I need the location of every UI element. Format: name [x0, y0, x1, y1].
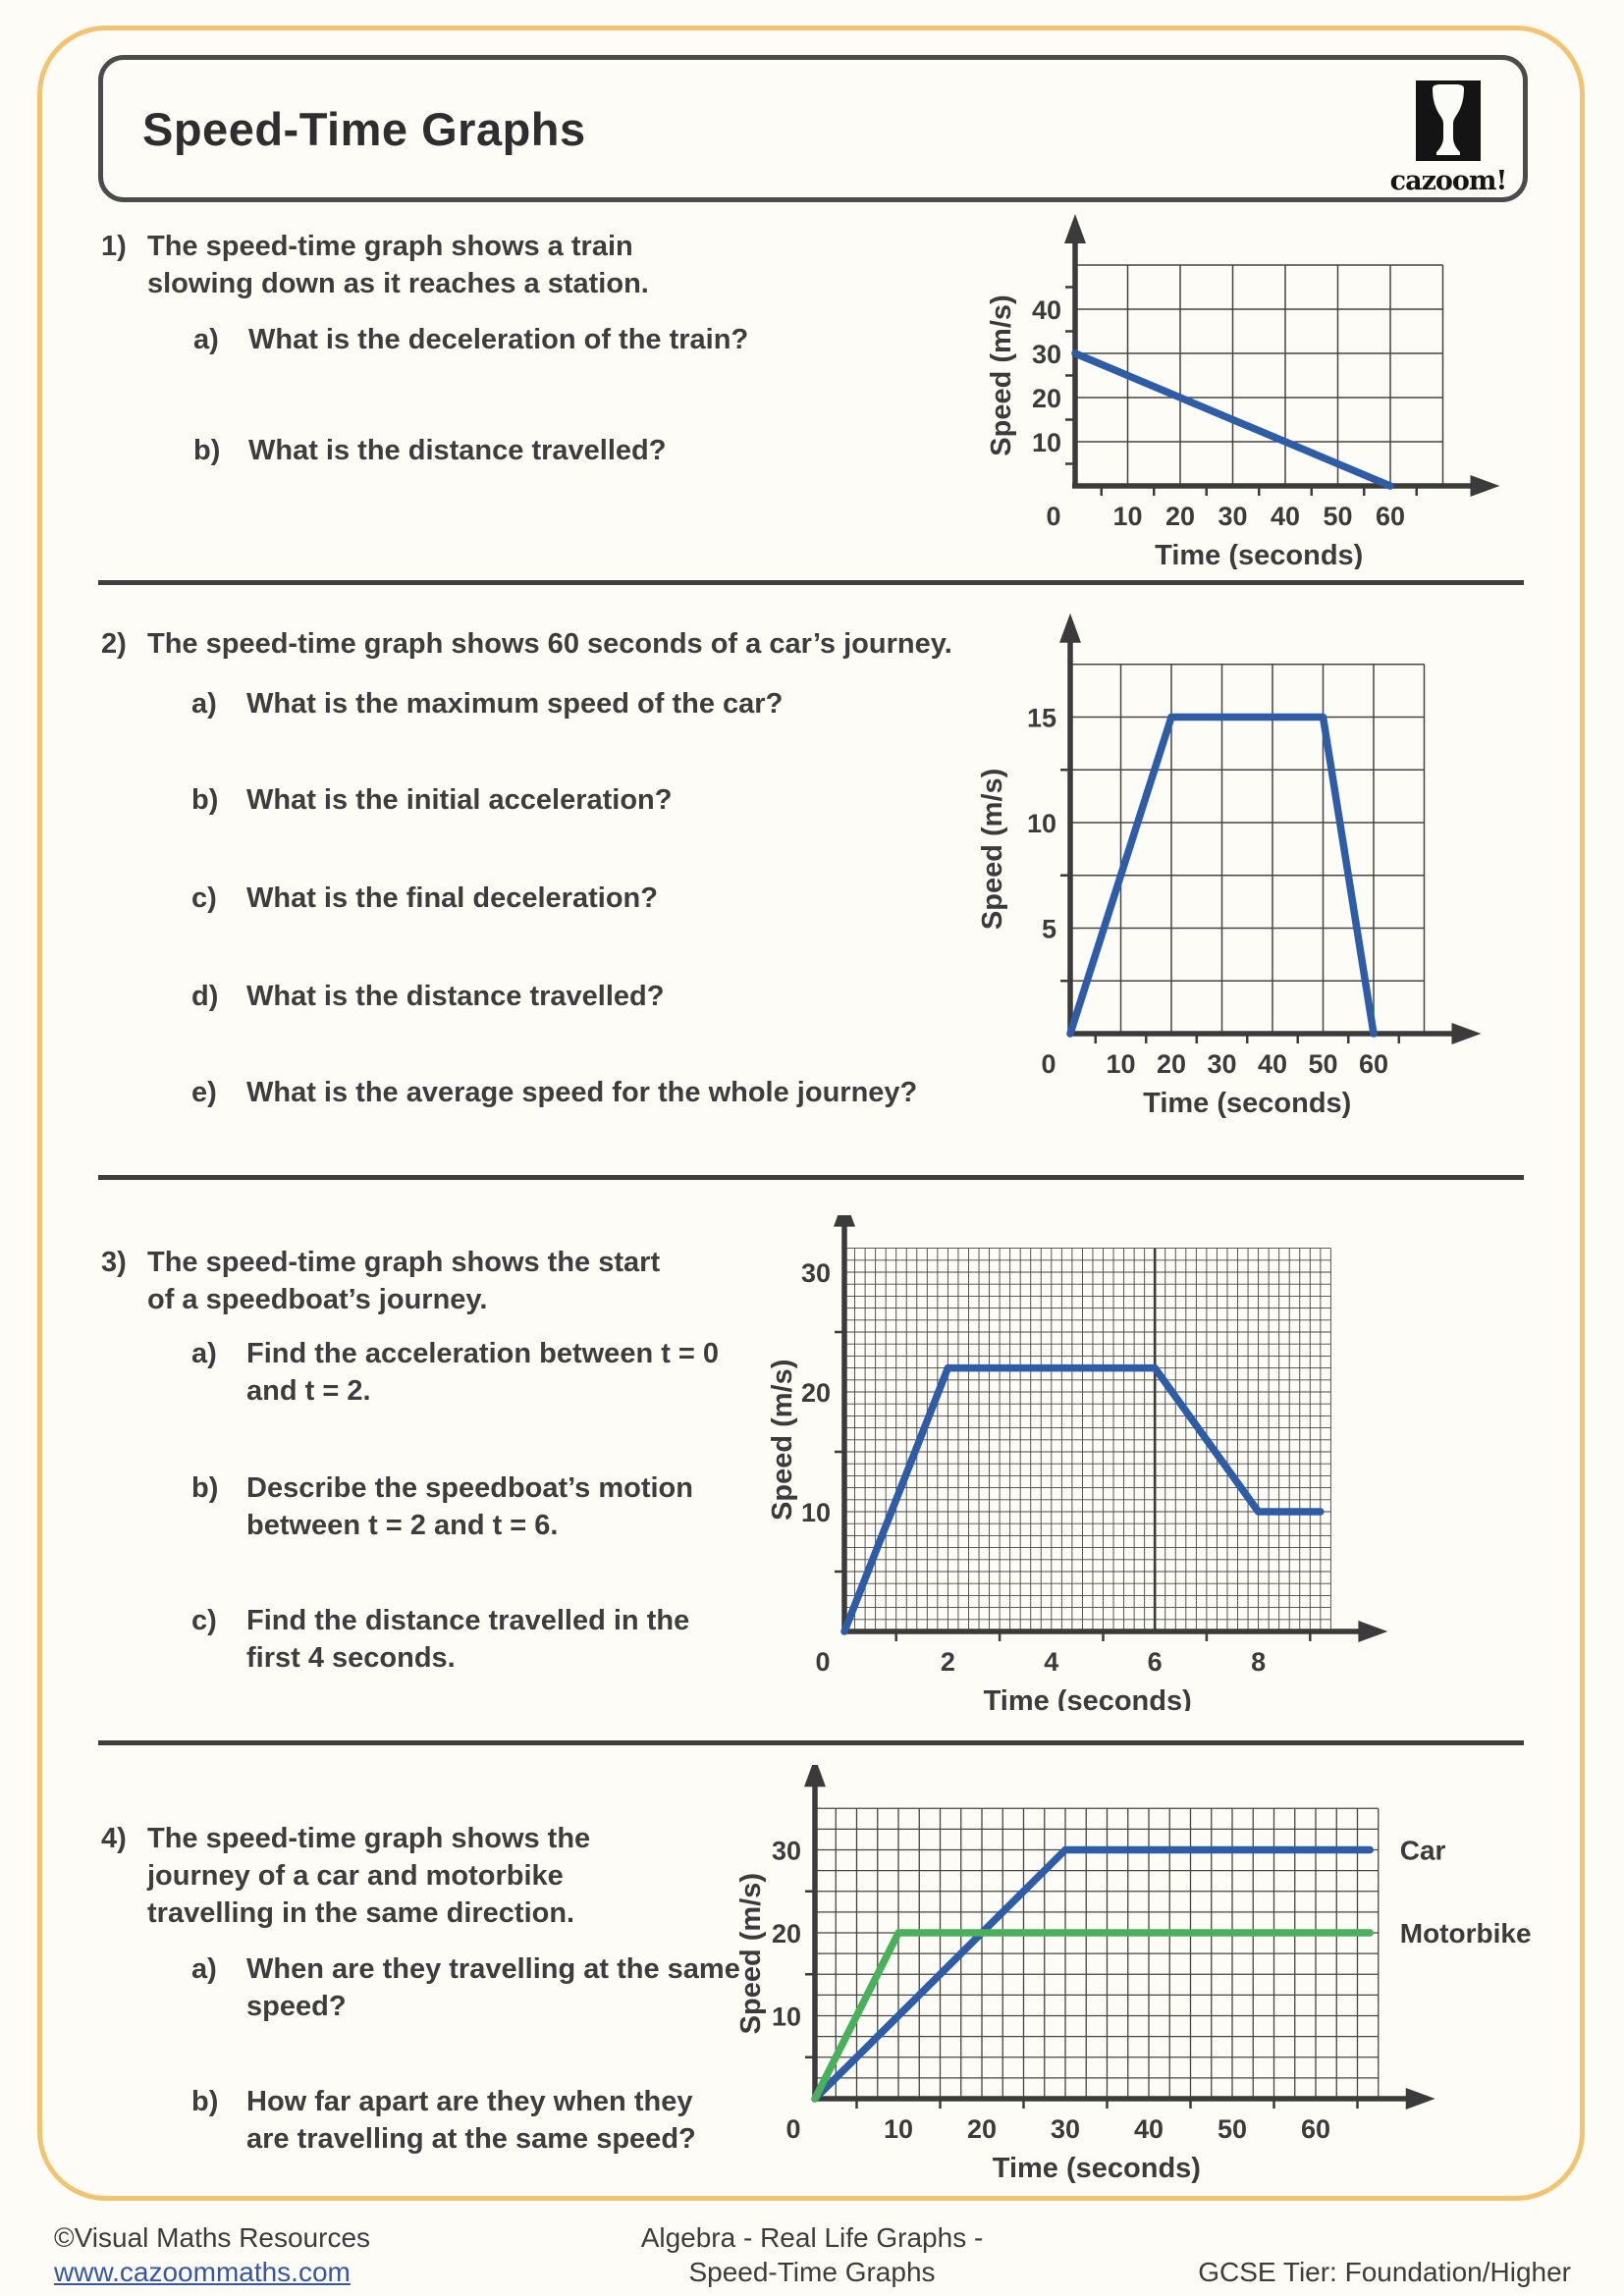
svg-text:60: 60 — [1300, 2114, 1331, 2144]
svg-text:20: 20 — [1031, 384, 1061, 413]
question-4: 4) The speed-time graph shows the journey of a car and motorbike travelling in the same direction. a) When are they travelling at the same speed? b) How far apart are they when they are travelling at the same speed? — [101, 1820, 788, 2232]
graph-q4-car-motorbike — [734, 1765, 1618, 2192]
footer-right — [982, 2255, 1571, 2289]
svg-text:Car: Car — [1399, 1835, 1446, 1866]
question-number: 1) — [101, 231, 127, 262]
svg-text:0: 0 — [785, 2114, 801, 2144]
svg-text:20: 20 — [1156, 1049, 1187, 1079]
question-number: 3) — [101, 1247, 127, 1278]
svg-text:40: 40 — [1257, 1049, 1288, 1079]
svg-text:10: 10 — [1106, 1049, 1136, 1079]
svg-text:50: 50 — [1323, 502, 1353, 531]
section-divider-3 — [98, 1740, 1524, 1745]
svg-text:10: 10 — [800, 1498, 831, 1527]
svg-text:Time (seconds): Time (seconds) — [1143, 1088, 1352, 1119]
svg-text:Speed (m/s): Speed (m/s) — [986, 294, 1017, 456]
worksheet-header — [98, 55, 1528, 202]
svg-text:Time (seconds): Time (seconds) — [992, 2153, 1201, 2184]
page-title: Speed-Time Graphs — [142, 102, 586, 155]
svg-text:15: 15 — [1026, 703, 1056, 733]
speed-time-chart — [884, 597, 1512, 1132]
question-number: 2) — [101, 628, 127, 660]
svg-text:6: 6 — [1147, 1647, 1163, 1677]
question-3: 3) The speed-time graph shows the start of a speedboat’s journey. a) Find the acceleration between t = 0 and t = 2. b) Describe the speedboat’s motion between t = 2 and t = 6. c) Find the distance travelled in the first 4 seconds. — [101, 1244, 788, 1715]
question-text: The speed-time graph shows the journey of a car and motorbike travelling in the same direction. — [147, 1823, 591, 1929]
question-2: 2) The speed-time graph shows 60 seconds of a car’s journey. a) What is the maximum speed of the car? b) What is the initial acceleration? c) What is the final deceleration? d) What is the distance travelled? e) What is the average speed for the whole journey? — [101, 625, 1083, 1136]
section-divider-1 — [98, 580, 1524, 585]
graph-q3-speedboat — [754, 1215, 1422, 1716]
footer-tier: GCSE Tier: Foundation/Higher — [1198, 2257, 1571, 2287]
svg-text:30: 30 — [1031, 340, 1061, 369]
question-text: The speed-time graph shows a train slowing down as it reaches a station. — [147, 231, 649, 299]
svg-text:10: 10 — [883, 2114, 914, 2144]
svg-text:60: 60 — [1358, 1049, 1389, 1079]
svg-text:30: 30 — [771, 1836, 801, 1866]
svg-text:10: 10 — [1112, 502, 1143, 531]
svg-text:20: 20 — [771, 1919, 801, 1949]
svg-text:Speed (m/s): Speed (m/s) — [767, 1359, 798, 1521]
svg-text:30: 30 — [1218, 502, 1248, 531]
svg-text:Time (seconds): Time (seconds) — [1155, 540, 1364, 569]
svg-text:Speed (m/s): Speed (m/s) — [735, 1872, 767, 2035]
svg-text:Motorbike: Motorbike — [1399, 1918, 1532, 1949]
svg-text:2: 2 — [940, 1647, 955, 1677]
footer-topic-line1: Algebra - Real Life Graphs - — [640, 2222, 984, 2253]
svg-text:40: 40 — [1270, 502, 1301, 531]
svg-text:10: 10 — [1031, 428, 1061, 457]
footer-topic-line2: Speed-Time Graphs — [688, 2257, 936, 2287]
svg-text:30: 30 — [1050, 2114, 1081, 2144]
footer-website-link[interactable]: www.cazoommaths.com — [54, 2257, 351, 2287]
svg-text:5: 5 — [1041, 914, 1056, 944]
footer-copyright: ©Visual Maths Resources — [54, 2222, 371, 2253]
svg-text:Speed (m/s): Speed (m/s) — [977, 768, 1008, 931]
svg-text:30: 30 — [1207, 1049, 1237, 1079]
svg-text:0: 0 — [1041, 1049, 1056, 1079]
svg-text:4: 4 — [1044, 1647, 1059, 1677]
graph-q1-train — [889, 206, 1517, 574]
section-divider-2 — [98, 1175, 1524, 1180]
cazoom-logo-text: cazoom! — [1389, 166, 1507, 196]
svg-text:0: 0 — [815, 1647, 831, 1677]
graph-q2-car-journey — [884, 597, 1512, 1137]
svg-text:10: 10 — [1026, 809, 1056, 838]
svg-text:8: 8 — [1251, 1647, 1267, 1677]
question-text: The speed-time graph shows 60 seconds of a car’s journey. — [147, 628, 952, 660]
svg-text:40: 40 — [1031, 295, 1061, 325]
svg-text:10: 10 — [771, 2002, 801, 2032]
question-number: 4) — [101, 1823, 127, 1854]
svg-text:Time (seconds): Time (seconds) — [983, 1685, 1192, 1711]
speed-time-chart — [734, 1765, 1618, 2187]
svg-text:50: 50 — [1217, 2114, 1248, 2144]
svg-text:50: 50 — [1308, 1049, 1338, 1079]
question-1: 1) The speed-time graph shows a train slowing down as it reaches a station. a) What is the deceleration of the train? b) What is the distance travelled? — [101, 228, 906, 483]
speed-time-chart — [754, 1215, 1422, 1711]
svg-text:30: 30 — [800, 1258, 831, 1288]
svg-text:20: 20 — [1164, 502, 1196, 531]
svg-text:20: 20 — [800, 1378, 831, 1408]
cazoom-drum-icon — [1416, 80, 1481, 161]
svg-text:60: 60 — [1375, 502, 1406, 531]
svg-text:20: 20 — [966, 2114, 998, 2144]
question-text: The speed-time graph shows the start of a speedboat’s journey. — [147, 1247, 661, 1315]
svg-text:40: 40 — [1133, 2114, 1164, 2144]
speed-time-chart — [889, 206, 1517, 569]
cazoom-logo — [1375, 80, 1522, 196]
svg-text:0: 0 — [1046, 502, 1061, 531]
